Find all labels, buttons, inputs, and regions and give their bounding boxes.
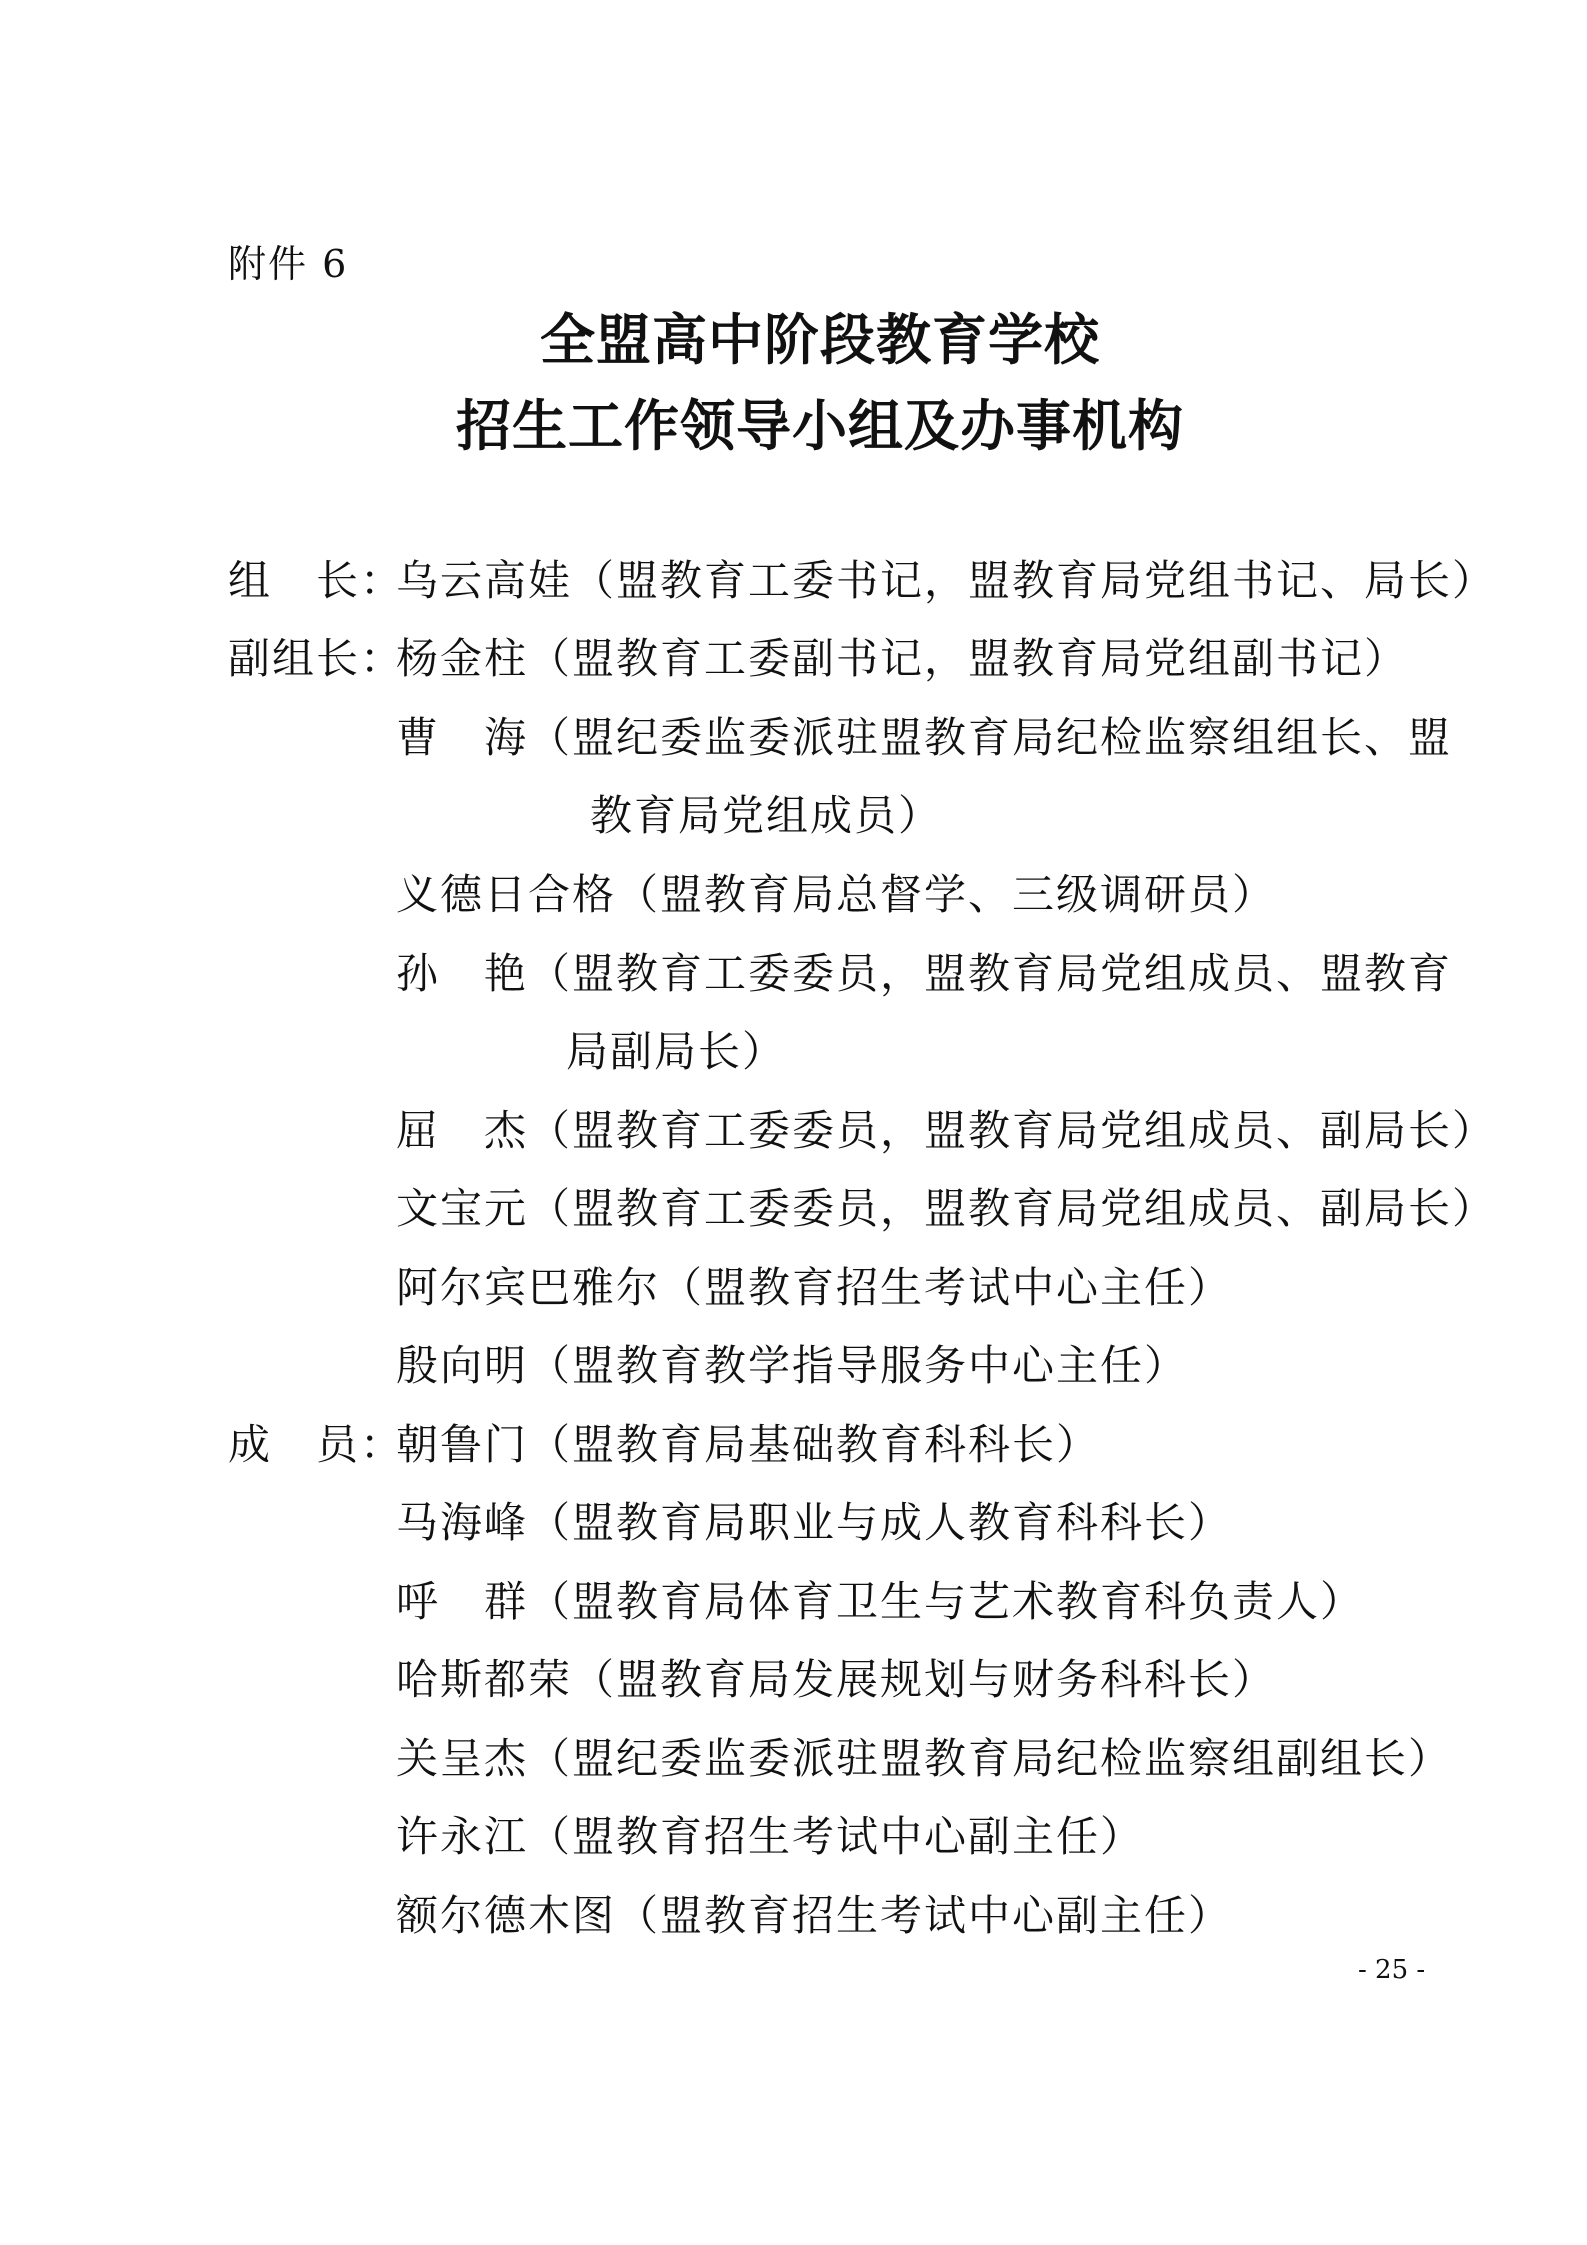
deputy-entry-8: 殷向明（盟教育教学指导服务中心主任）	[396, 1341, 1189, 1390]
member-entry-1: 朝鲁门（盟教育局基础教育科科长）	[396, 1420, 1101, 1469]
deputy-entry-4: 孙 艳（盟教育工委委员，盟教育局党组成员、盟教育	[396, 949, 1453, 998]
role-label-members: 成 员：	[228, 1420, 405, 1469]
deputy-entry-3: 义德日合格（盟教育局总督学、三级调研员）	[396, 870, 1277, 919]
member-entry-6: 许永江（盟教育招生考试中心副主任）	[396, 1812, 1145, 1861]
deputy-entry-7: 阿尔宾巴雅尔（盟教育招生考试中心主任）	[396, 1263, 1233, 1312]
leader-entry: 乌云高娃（盟教育工委书记，盟教育局党组书记、局长）	[396, 556, 1497, 605]
document-title-line-1: 全盟高中阶段教育学校	[539, 308, 1100, 372]
member-entry-7: 额尔德木图（盟教育招生考试中心副主任）	[396, 1891, 1233, 1940]
page-number: - 25 -	[1358, 1955, 1426, 1985]
deputy-entry-2: 曹 海（盟纪委监委派驻盟教育局纪检监察组组长、盟	[396, 713, 1453, 762]
role-label-leader: 组 长：	[228, 556, 405, 605]
deputy-entry-5: 屈 杰（盟教育工委委员，盟教育局党组成员、副局长）	[396, 1106, 1497, 1155]
member-entry-4: 哈斯都荣（盟教育局发展规划与财务科科长）	[396, 1655, 1277, 1704]
role-label-deputy: 副组长：	[228, 634, 405, 683]
deputy-entry-2-continued: 教育局党组成员）	[590, 791, 943, 840]
member-entry-2: 马海峰（盟教育局职业与成人教育科科长）	[396, 1498, 1233, 1547]
deputy-entry-4-continued: 局副局长）	[566, 1027, 787, 1076]
member-entry-5: 关呈杰（盟纪委监委派驻盟教育局纪检监察组副组长）	[396, 1734, 1453, 1783]
document-title-line-2: 招生工作领导小组及办事机构	[455, 394, 1184, 458]
deputy-entry-1: 杨金柱（盟教育工委副书记，盟教育局党组副书记）	[396, 634, 1409, 683]
attachment-label: 附件 6	[228, 242, 349, 286]
deputy-entry-6: 文宝元（盟教育工委委员，盟教育局党组成员、副局长）	[396, 1184, 1497, 1233]
member-entry-3: 呼 群（盟教育局体育卫生与艺术教育科负责人）	[396, 1577, 1365, 1626]
